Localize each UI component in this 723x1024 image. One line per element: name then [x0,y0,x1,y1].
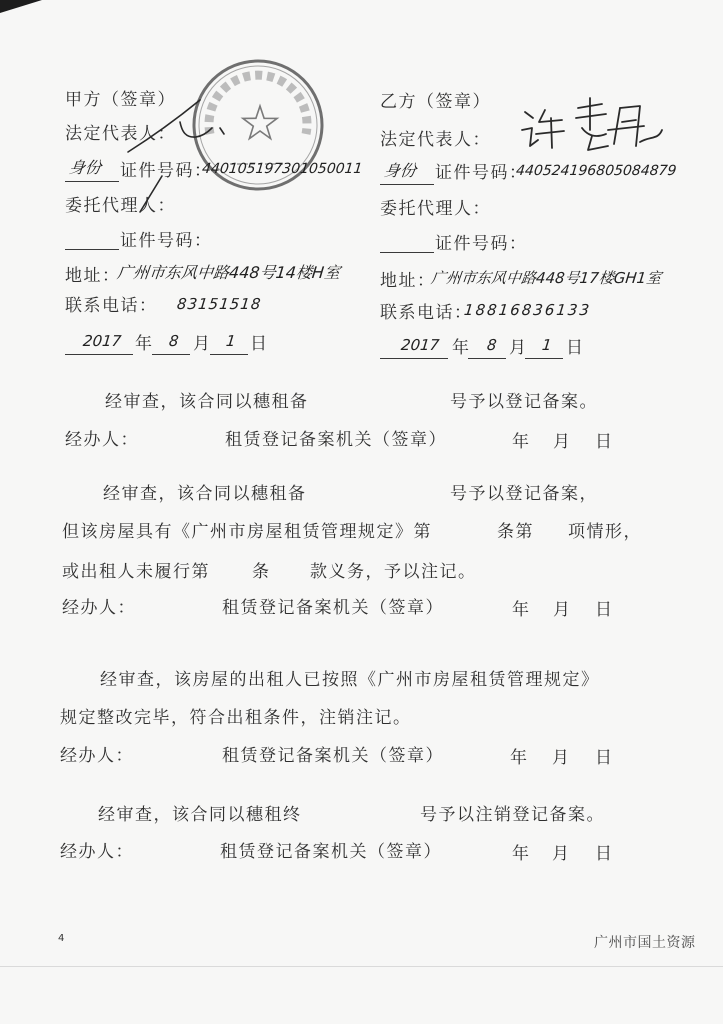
review-text: 经审查，该合同以穗租备 [105,392,309,412]
date-day-unit: 日 [595,748,614,768]
party-b-address: 广州市东风中路448号17楼GH1室 [430,269,663,287]
blank-line [525,358,563,359]
party-b-agent-label: 委托代理人： [380,199,491,219]
regulation-text-item: 项情形， [568,522,642,542]
blank-line [65,181,119,182]
party-b-id-label: 证件号码： [435,163,528,183]
date-day-unit: 日 [595,600,614,620]
party-a-title: 甲方（签章） [65,90,176,110]
review-text-suffix: 号予以登记备案， [450,484,598,504]
blank-line [380,358,448,359]
date-year-unit: 年 [510,748,529,768]
party-a-id-label: 证件号码： [120,161,213,181]
party-b-id-number: 440524196805084879 [515,163,678,179]
party-a-agent-label: 委托代理人： [65,196,176,216]
blank-line [468,358,506,359]
blank-line [380,252,434,253]
review-text-suffix: 号予以注销登记备案。 [420,805,605,825]
party-b-id-type: 身份 [383,161,418,180]
date-month-unit: 月 [552,748,571,768]
review-text-suffix: 号予以登记备案。 [450,392,598,412]
party-a-phone-label: 联系电话： [65,296,158,316]
party-b-date-year-unit: 年 [452,338,471,358]
party-b-agent-id-label: 证件号码： [435,234,528,254]
party-b-address-label: 地址： [380,271,436,291]
review-text: 经审查，该房屋的出租人已按照《广州市房屋租赁管理规定》 [100,670,600,690]
party-a-date-day: 1 [225,332,237,350]
party-a-date-month: 8 [168,332,180,350]
officer-label: 经办人： [60,842,134,862]
party-a-id-type: 身份 [68,158,103,177]
blank-line [210,354,248,355]
authority-seal-label: 租赁登记备案机关（签章） [225,430,447,450]
date-year-unit: 年 [512,844,531,864]
scan-artifact [0,0,42,13]
party-b-legal-rep-label: 法定代表人： [380,130,491,150]
party-a-phone: 83151518 [176,295,263,313]
party-a-address-label: 地址： [65,266,121,286]
party-b-phone: 18816836133 [463,301,592,319]
date-month-unit: 月 [553,432,572,452]
authority-seal-label: 租赁登记备案机关（签章） [222,598,444,618]
publisher-name: 广州市国土资源 [594,935,696,951]
obligation-text: 或出租人未履行第 [62,562,210,582]
officer-label: 经办人： [62,598,136,618]
date-year-unit: 年 [512,600,531,620]
party-b-phone-label: 联系电话： [380,303,473,323]
party-a-date-year-unit: 年 [135,334,154,354]
blank-line [152,354,190,355]
date-month-unit: 月 [552,844,571,864]
party-a-date-month-unit: 月 [193,334,212,354]
authority-seal-label: 租赁登记备案机关（签章） [222,746,444,766]
party-b-date-year: 2017 [400,336,441,354]
authority-seal-label: 租赁登记备案机关（签章） [220,842,442,862]
party-a-agent-id-label: 证件号码： [120,231,213,251]
page-number: 4 [58,933,65,944]
party-a-address: 广州市东风中路448号14楼H室 [116,263,342,282]
party-b-date-month: 8 [486,336,498,354]
review-text: 经审查，该合同以穗租终 [98,805,302,825]
date-month-unit: 月 [553,600,572,620]
blank-line [380,184,434,185]
party-a-id-number: 440105197301050011 [201,161,364,177]
party-b-date-month-unit: 月 [509,338,528,358]
party-b-date-day-unit: 日 [566,338,585,358]
regulation-text-article: 条第 [497,522,534,542]
obligation-text-clause: 款义务，予以注记。 [310,562,477,582]
party-b-date-day: 1 [541,336,553,354]
blank-line [65,249,119,250]
officer-label: 经办人： [60,746,134,766]
party-a-date-year: 2017 [82,332,123,350]
obligation-text-article: 条 [252,562,271,582]
party-a-date-day-unit: 日 [250,334,269,354]
regulation-text: 但该房屋具有《广州市房屋租赁管理规定》第 [62,522,432,542]
date-day-unit: 日 [595,844,614,864]
scan-edge-line [0,966,723,967]
review-text-continued: 规定整改完毕，符合出租条件，注销注记。 [60,708,412,728]
party-b-title: 乙方（签章） [380,92,491,112]
party-a-legal-rep-label: 法定代表人： [65,124,176,144]
party-b-signature [522,98,662,150]
date-year-unit: 年 [512,432,531,452]
blank-line [65,354,133,355]
review-text: 经审查，该合同以穗租备 [103,484,307,504]
date-day-unit: 日 [595,432,614,452]
officer-label: 经办人： [65,430,139,450]
